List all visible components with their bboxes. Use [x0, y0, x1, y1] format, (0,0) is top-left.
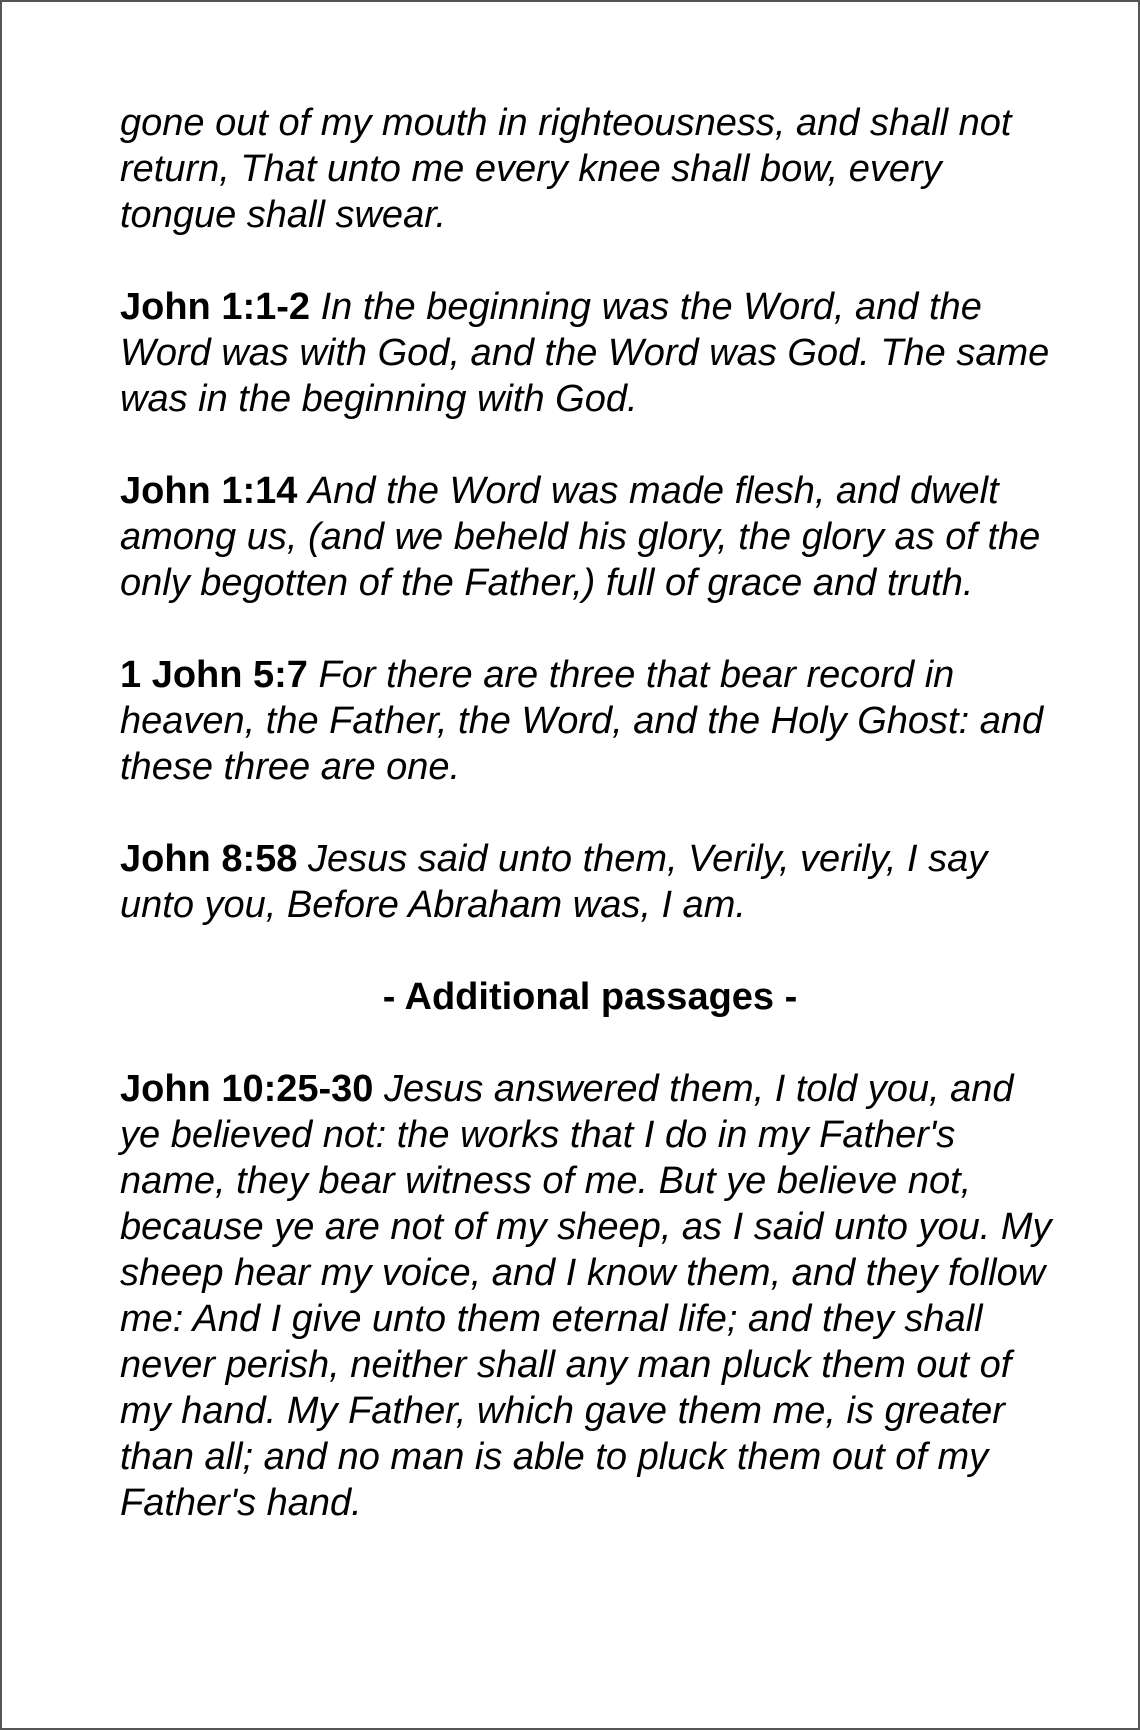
verse-text: And the Word was made flesh, and dwelt among us, (and we beheld his glory, the glory as of the only begotten of the Father,) full of grace and truth.	[120, 470, 1041, 604]
verse-text: In the beginning was the Word, and the Word was with God, and the Word was God. The same was in the beginning with God.	[120, 286, 1050, 420]
verse-reference: 1 John 5:7	[120, 654, 308, 696]
passage-john-8-58	[120, 836, 1060, 928]
verse-text: For there are three that bear record in heaven, the Father, the Word, and the Holy Ghost: and these three are one.	[120, 654, 1044, 788]
verse-text: Jesus said unto them, Verily, verily, I say unto you, Before Abraham was, I am.	[120, 838, 988, 926]
section-heading: - Additional passages -	[382, 976, 798, 1018]
verse-reference: John 10:25-30	[120, 1068, 374, 1110]
passage-john-10-25-30	[120, 1066, 1060, 1526]
verse-text: gone out of my mouth in righteousness, and shall not return, That unto me every knee shall bow, every tongue shall swear.	[120, 102, 1012, 236]
passage-john-1-14	[120, 468, 1060, 606]
verse-text: Jesus answered them, I told you, and ye believed not: the works that I do in my Father's name, they bear witness of me. But ye believe not, because ye are not of my sheep, as I said unto you. My sheep hear my voice, and I know them, and they follow me: And I give unto them eternal life; and they shall never perish, neither shall any man pluck them out of my hand. My Father, which gave them me, is greater than all; and no man is able to pluck them out of my Father's hand.	[120, 1068, 1052, 1524]
intro-paragraph	[120, 100, 1060, 238]
verse-reference: John 1:1-2	[120, 286, 311, 328]
passage-1-john-5-7	[120, 652, 1060, 790]
passage-john-1-1-2	[120, 284, 1060, 422]
document-body	[120, 100, 1060, 1526]
verse-reference: John 8:58	[120, 838, 298, 880]
verse-reference: John 1:14	[120, 470, 298, 512]
